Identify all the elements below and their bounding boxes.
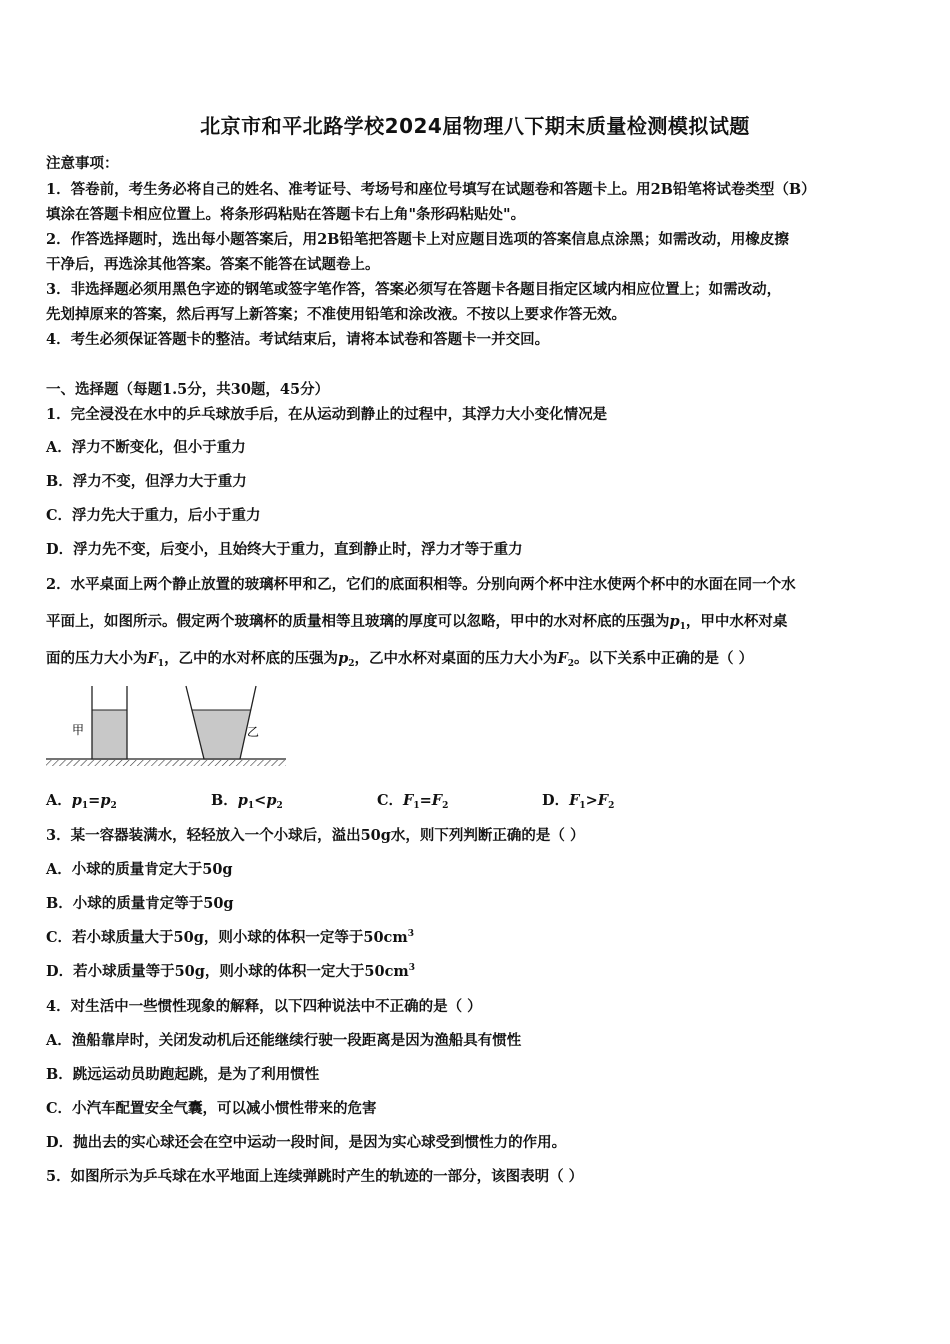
ground-hatch <box>46 760 286 766</box>
notice-line: 先划掉原来的答案，然后再写上新答案；不准使用铅笔和涂改液。不按以上要求作答无效。 <box>46 306 626 323</box>
var-p: p <box>237 792 248 809</box>
question-3-option-a: A．小球的质量肯定大于50g <box>46 861 233 878</box>
var-p: p <box>71 792 82 809</box>
question-2-option-c <box>377 789 448 811</box>
var-p: p <box>100 792 111 809</box>
question-5-stem: 5．如图所示为乒乓球在水平地面上连续弹跳时产生的轨迹的一部分，该图表明（ ） <box>46 1168 584 1185</box>
subscript: 1 <box>247 801 255 811</box>
question-2-line-1: 2．水平桌面上两个静止放置的玻璃杯甲和乙，它们的底面积相等。分别向两个杯中注水使两个杯中的水面在同一个水 <box>46 576 796 593</box>
notice-heading: 注意事项： <box>46 155 119 172</box>
superscript: 3 <box>407 929 414 939</box>
question-2-option-a <box>46 789 117 811</box>
question-3-option-c <box>46 926 414 947</box>
question-4-stem: 4．对生活中一些惯性现象的解释，以下四种说法中不正确的是（ ） <box>46 998 482 1015</box>
question-2-line-2 <box>46 610 787 632</box>
subscript: 2 <box>567 659 575 669</box>
subscript: 1 <box>81 801 89 811</box>
var-p: p <box>669 613 680 630</box>
question-4-option-d: D．抛出去的实心球还会在空中运动一段时间，是因为实心球受到惯性力的作用。 <box>46 1134 567 1151</box>
var-p: p <box>338 650 349 667</box>
var-F: F <box>569 792 580 809</box>
question-1-stem: 1．完全浸没在水中的乒乓球放手后，在从运动到静止的过程中，其浮力大小变化情况是 <box>46 406 608 423</box>
option-label: D． <box>542 792 570 809</box>
two-glasses-figure <box>46 680 291 770</box>
glass-jia-water <box>92 710 127 759</box>
var-F: F <box>431 792 443 809</box>
question-3-option-b: B．小球的质量肯定等于50g <box>46 895 234 912</box>
relation: > <box>585 792 598 809</box>
question-3-option-d <box>46 960 415 981</box>
notice-line: 3．非选择题必须用黑色字迹的钢笔或签字笔作答，答案必须写在答题卡各题目指定区域内相应位置上；如需改动， <box>46 281 782 298</box>
var-F: F <box>597 792 609 809</box>
question-4-option-c: C．小汽车配置安全气囊，可以减小惯性带来的危害 <box>46 1100 377 1117</box>
subscript: 2 <box>110 801 117 811</box>
var-p: p <box>266 792 277 809</box>
q2-text: ，甲中水杯对桌 <box>685 613 788 630</box>
subscript: 2 <box>608 801 615 811</box>
subscript: 2 <box>348 659 355 669</box>
notice-line: 填涂在答题卡相应位置上。将条形码粘贴在答题卡右上角"条形码粘贴处"。 <box>46 206 526 223</box>
question-1-option-c: C．浮力先大于重力，后小于重力 <box>46 507 261 524</box>
relation: = <box>419 792 432 809</box>
question-4-option-a: A．渔船靠岸时，关闭发动机后还能继续行驶一段距离是因为渔船具有惯性 <box>46 1032 522 1049</box>
q2-text: 面的压力大小为 <box>46 650 148 667</box>
subscript: 1 <box>579 801 586 811</box>
subscript: 1 <box>157 659 165 669</box>
notice-line: 2．作答选择题时，选出每小题答案后，用2B铅笔把答题卡上对应题目选项的答案信息点涂黑；如需改动，用橡皮擦 <box>46 231 789 248</box>
var-F: F <box>147 650 158 667</box>
var-F: F <box>403 792 414 809</box>
relation: = <box>88 792 101 809</box>
subscript: 2 <box>276 801 283 811</box>
question-2-line-3 <box>46 647 753 669</box>
question-1-option-d: D．浮力先不变，后变小，且始终大于重力，直到静止时，浮力才等于重力 <box>46 541 523 558</box>
question-2-option-b <box>211 789 283 811</box>
option-label: B． <box>211 792 238 809</box>
question-1-option-b: B．浮力不变，但浮力大于重力 <box>46 473 247 490</box>
subscript: 1 <box>679 622 686 632</box>
option-text: C．若小球质量大于50g，则小球的体积一定等于50cm <box>46 929 408 946</box>
question-3-stem: 3．某一容器装满水，轻轻放入一个小球后，溢出50g水，则下列判断正确的是（ ） <box>46 827 585 844</box>
page-title: 北京市和平北路学校2024届物理八下期末质量检测模拟试题 <box>200 114 750 138</box>
superscript: 3 <box>408 963 416 973</box>
option-label: A． <box>46 792 72 809</box>
q2-text: ，乙中水杯对桌面的压力大小为 <box>354 650 558 667</box>
label-jia: 甲 <box>72 723 85 737</box>
section-heading: 一、选择题（每题1.5分，共30题，45分） <box>46 381 330 398</box>
option-text: D．若小球质量等于50g，则小球的体积一定大于50cm <box>46 963 409 980</box>
q2-text: 。以下关系中正确的是（ ） <box>574 650 754 667</box>
relation: < <box>254 792 267 809</box>
notice-line: 干净后，再选涂其他答案。答案不能答在试题卷上。 <box>46 256 380 273</box>
var-F: F <box>557 650 568 667</box>
question-2-option-d <box>542 789 614 811</box>
notice-line: 4．考生必须保证答题卡的整洁。考试结束后，请将本试卷和答题卡一并交回。 <box>46 331 550 348</box>
question-1-option-a: A．浮力不断变化，但小于重力 <box>46 439 246 456</box>
subscript: 2 <box>442 801 449 811</box>
q2-text: 平面上，如图所示。假定两个玻璃杯的质量相等且玻璃的厚度可以忽略，甲中的水对杯底的压强为 <box>46 613 670 630</box>
question-4-option-b: B．跳远运动员助跑起跳，是为了利用惯性 <box>46 1066 320 1083</box>
subscript: 1 <box>413 801 420 811</box>
label-yi: 乙 <box>247 725 260 739</box>
option-label: C． <box>377 792 404 809</box>
notice-line: 1．答卷前，考生务必将自己的姓名、准考证号、考场号和座位号填写在试题卷和答题卡上。用2B铅笔将试卷类型（B） <box>46 181 816 198</box>
q2-text: ，乙中的水对杯底的压强为 <box>164 650 339 667</box>
